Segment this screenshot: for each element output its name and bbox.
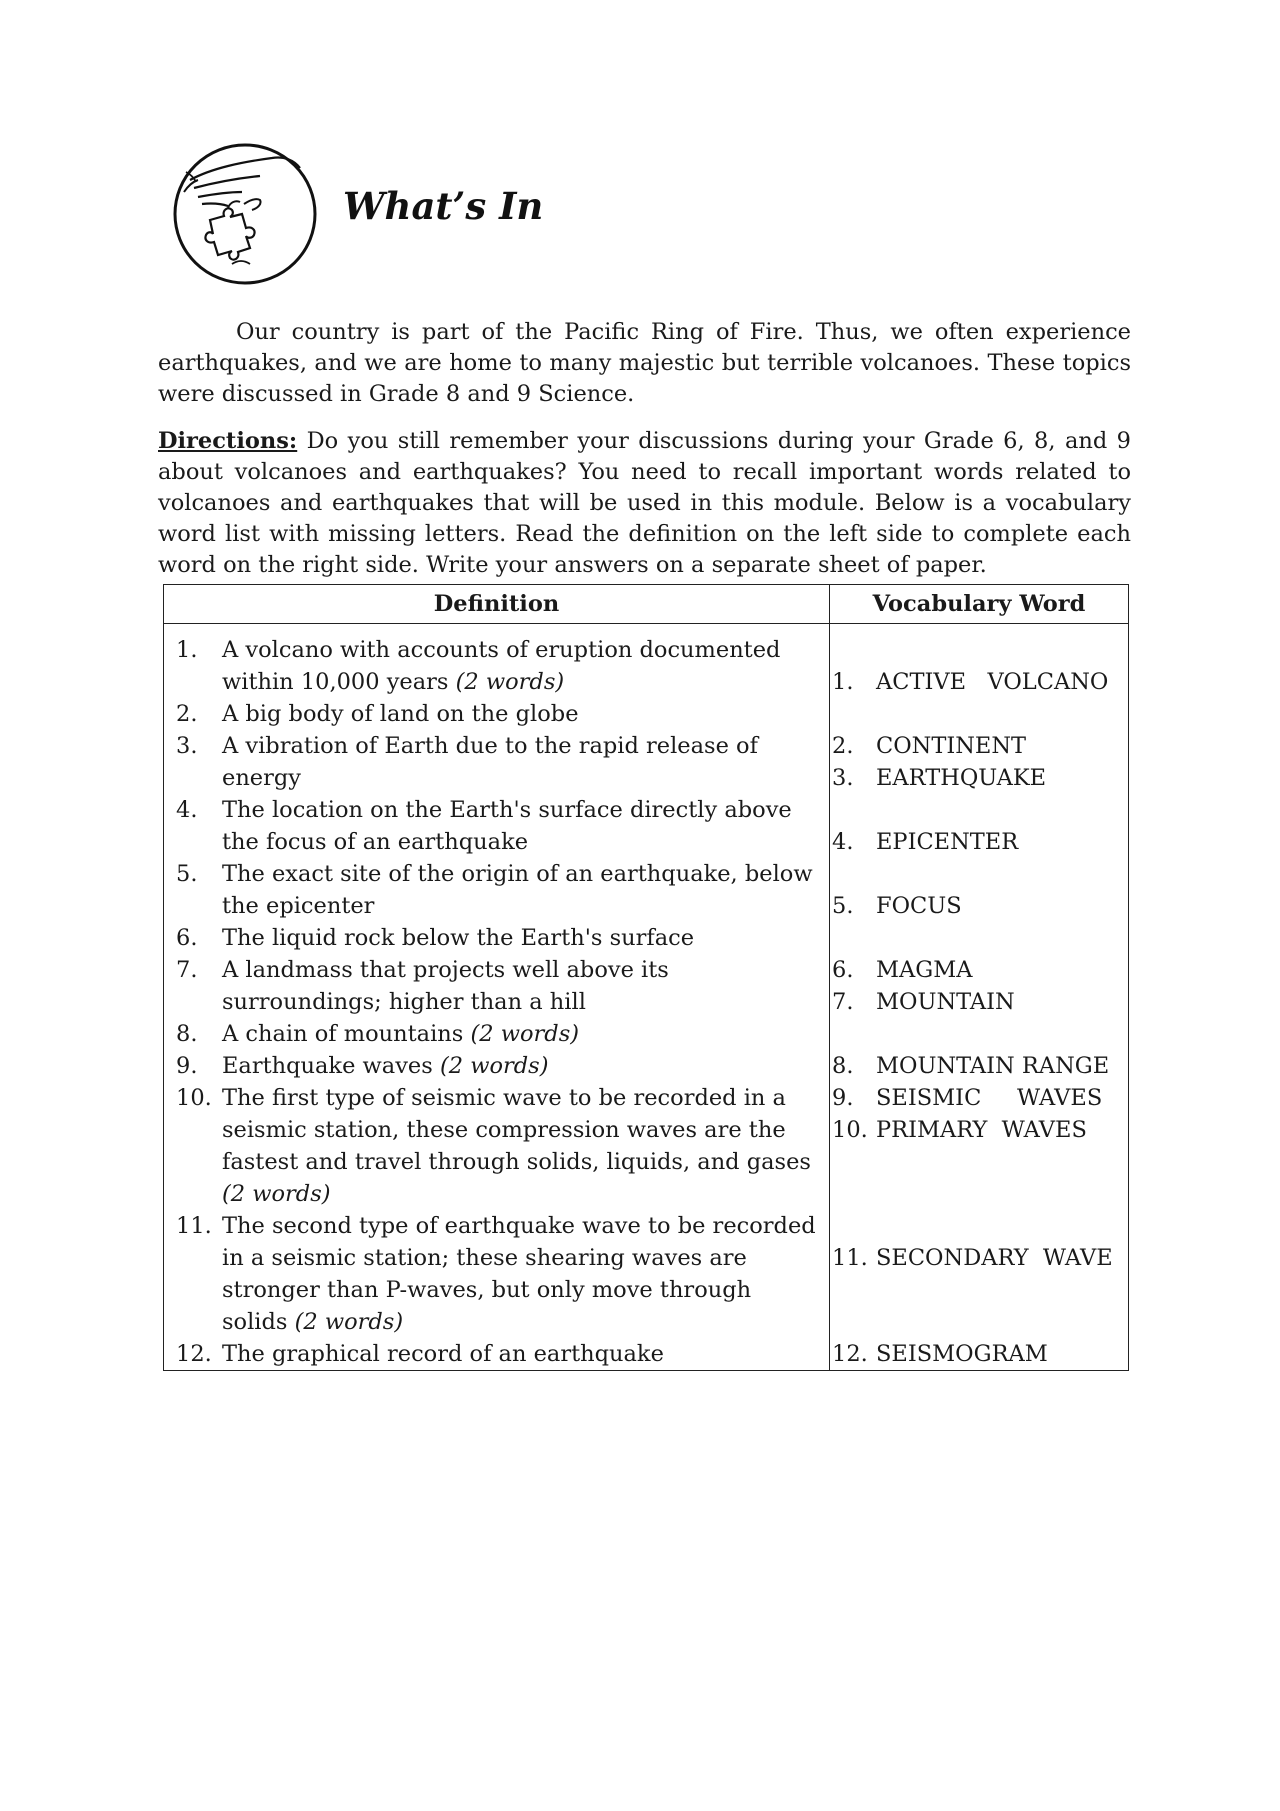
vocabulary-item [832, 762, 1046, 794]
definition-header: Definition [164, 585, 830, 624]
word-count-hint: (2 words) [222, 1181, 331, 1207]
definition-item [164, 1210, 829, 1338]
definition-text: The graphical record of an earthquake [222, 1341, 664, 1367]
definition-item [164, 954, 829, 1018]
definition-item [164, 922, 829, 954]
definition-number: 6. [176, 925, 198, 951]
vocabulary-item [832, 826, 1018, 858]
definition-text: The exact site of the origin of an earthquake, below the epicenter [222, 861, 813, 919]
vocabulary-word: ACTIVE VOLCANO [876, 669, 1109, 695]
definition-item [164, 794, 829, 858]
directions-paragraph [158, 426, 1131, 581]
definition-text: The second type of earthquake wave to be recorded in a seismic station; these shearing waves are stronger than P-waves, but only move through solids [222, 1213, 816, 1335]
definition-text: The liquid rock below the Earth's surface [222, 925, 695, 951]
directions-label: Directions: [158, 428, 298, 454]
definition-number: 2. [176, 701, 198, 727]
vocabulary-number: 2. [832, 733, 854, 759]
vocabulary-number: 7. [832, 989, 854, 1015]
vocabulary-item [832, 890, 962, 922]
word-count-hint: (2 words) [470, 1021, 580, 1047]
vocabulary-word: EPICENTER [876, 829, 1019, 855]
definition-number: 11. [176, 1213, 212, 1239]
vocabulary-column [830, 624, 1129, 1371]
vocabulary-number: 6. [832, 957, 854, 983]
definition-item [164, 1018, 829, 1050]
definition-text: The location on the Earth's surface directly above the focus of an earthquake [222, 797, 792, 855]
vocabulary-item [832, 954, 973, 986]
definition-text: A vibration of Earth due to the rapid release of energy [222, 733, 758, 791]
definition-list [164, 624, 829, 1370]
definition-text: A big body of land on the globe [222, 701, 579, 727]
vocabulary-number: 3. [832, 765, 854, 791]
hand-puzzle-icon [172, 142, 318, 286]
vocabulary-item [832, 1050, 1109, 1082]
definition-column [164, 624, 830, 1371]
vocabulary-word: SEISMIC WAVES [876, 1085, 1103, 1111]
table-header-row [164, 585, 1129, 624]
vocabulary-item [832, 1114, 1087, 1146]
definition-text: A volcano with accounts of eruption documented within 10,000 years [222, 637, 781, 695]
definition-item [164, 858, 829, 922]
vocabulary-item [832, 986, 1015, 1018]
vocabulary-list [830, 624, 1128, 1370]
vocabulary-word: MOUNTAIN [876, 989, 1015, 1015]
vocabulary-item [832, 666, 1108, 698]
vocabulary-number: 9. [832, 1085, 854, 1111]
vocabulary-word: MOUNTAIN RANGE [876, 1053, 1110, 1079]
definition-number: 10. [176, 1085, 212, 1111]
vocabulary-number: 10. [832, 1117, 868, 1143]
intro-paragraph: Our country is part of the Pacific Ring of Fire. Thus, we often experience earthquakes, and we are home to many majestic but terrible volcanoes. These topics were discussed in Grade 8 and 9 Science. [158, 319, 1131, 407]
definition-number: 8. [176, 1021, 198, 1047]
vocabulary-item [832, 1242, 1113, 1274]
definition-item [164, 730, 829, 794]
vocabulary-item [832, 1338, 1048, 1370]
definition-number: 5. [176, 861, 198, 887]
vocabulary-number: 11. [832, 1245, 868, 1271]
vocabulary-table [163, 584, 1129, 1371]
vocabulary-number: 12. [832, 1341, 868, 1367]
definition-item [164, 1338, 829, 1370]
word-count-hint: (2 words) [294, 1309, 404, 1335]
definition-number: 4. [176, 797, 198, 823]
definition-item [164, 698, 829, 730]
definition-number: 9. [176, 1053, 198, 1079]
vocabulary-header: Vocabulary Word [830, 585, 1129, 624]
table-body-row [164, 624, 1129, 1371]
vocabulary-word: EARTHQUAKE [876, 765, 1047, 791]
vocabulary-word: SEISMOGRAM [876, 1341, 1048, 1367]
vocabulary-item [832, 730, 1026, 762]
definition-text: The first type of seismic wave to be recorded in a seismic station, these compression waves are the fastest and travel through solids, liquids, and gases [222, 1085, 811, 1175]
definition-item [164, 634, 829, 698]
section-title: What’s In [343, 184, 544, 228]
vocabulary-word: PRIMARY WAVES [876, 1117, 1087, 1143]
vocabulary-word: CONTINENT [876, 733, 1027, 759]
definition-number: 7. [176, 957, 198, 983]
vocabulary-number: 4. [832, 829, 854, 855]
definition-item [164, 1082, 829, 1210]
definition-item [164, 1050, 829, 1082]
definition-text: Earthquake waves [222, 1053, 433, 1079]
vocabulary-number: 5. [832, 893, 854, 919]
vocabulary-word: SECONDARY WAVE [876, 1245, 1113, 1271]
vocabulary-number: 8. [832, 1053, 854, 1079]
definition-text: A landmass that projects well above its surroundings; higher than a hill [222, 957, 669, 1015]
definition-number: 12. [176, 1341, 212, 1367]
definition-number: 3. [176, 733, 198, 759]
definition-text: A chain of mountains [222, 1021, 464, 1047]
definition-number: 1. [176, 637, 198, 663]
directions-text: Do you still remember your discussions during your Grade 6, 8, and 9 about volcanoes and earthquakes? You need to recall important words related to volcanoes and earthquakes that will be used in this module. Below is a vocabulary word list with missing letters. Read the definition on the left side to complete each word on the right side. Write your answers on a separate sheet of paper. [158, 428, 1131, 578]
word-count-hint: (2 words) [455, 669, 565, 695]
vocabulary-word: FOCUS [876, 893, 962, 919]
vocabulary-number: 1. [832, 669, 854, 695]
vocabulary-item [832, 1082, 1102, 1114]
vocabulary-word: MAGMA [876, 957, 973, 983]
word-count-hint: (2 words) [439, 1053, 549, 1079]
